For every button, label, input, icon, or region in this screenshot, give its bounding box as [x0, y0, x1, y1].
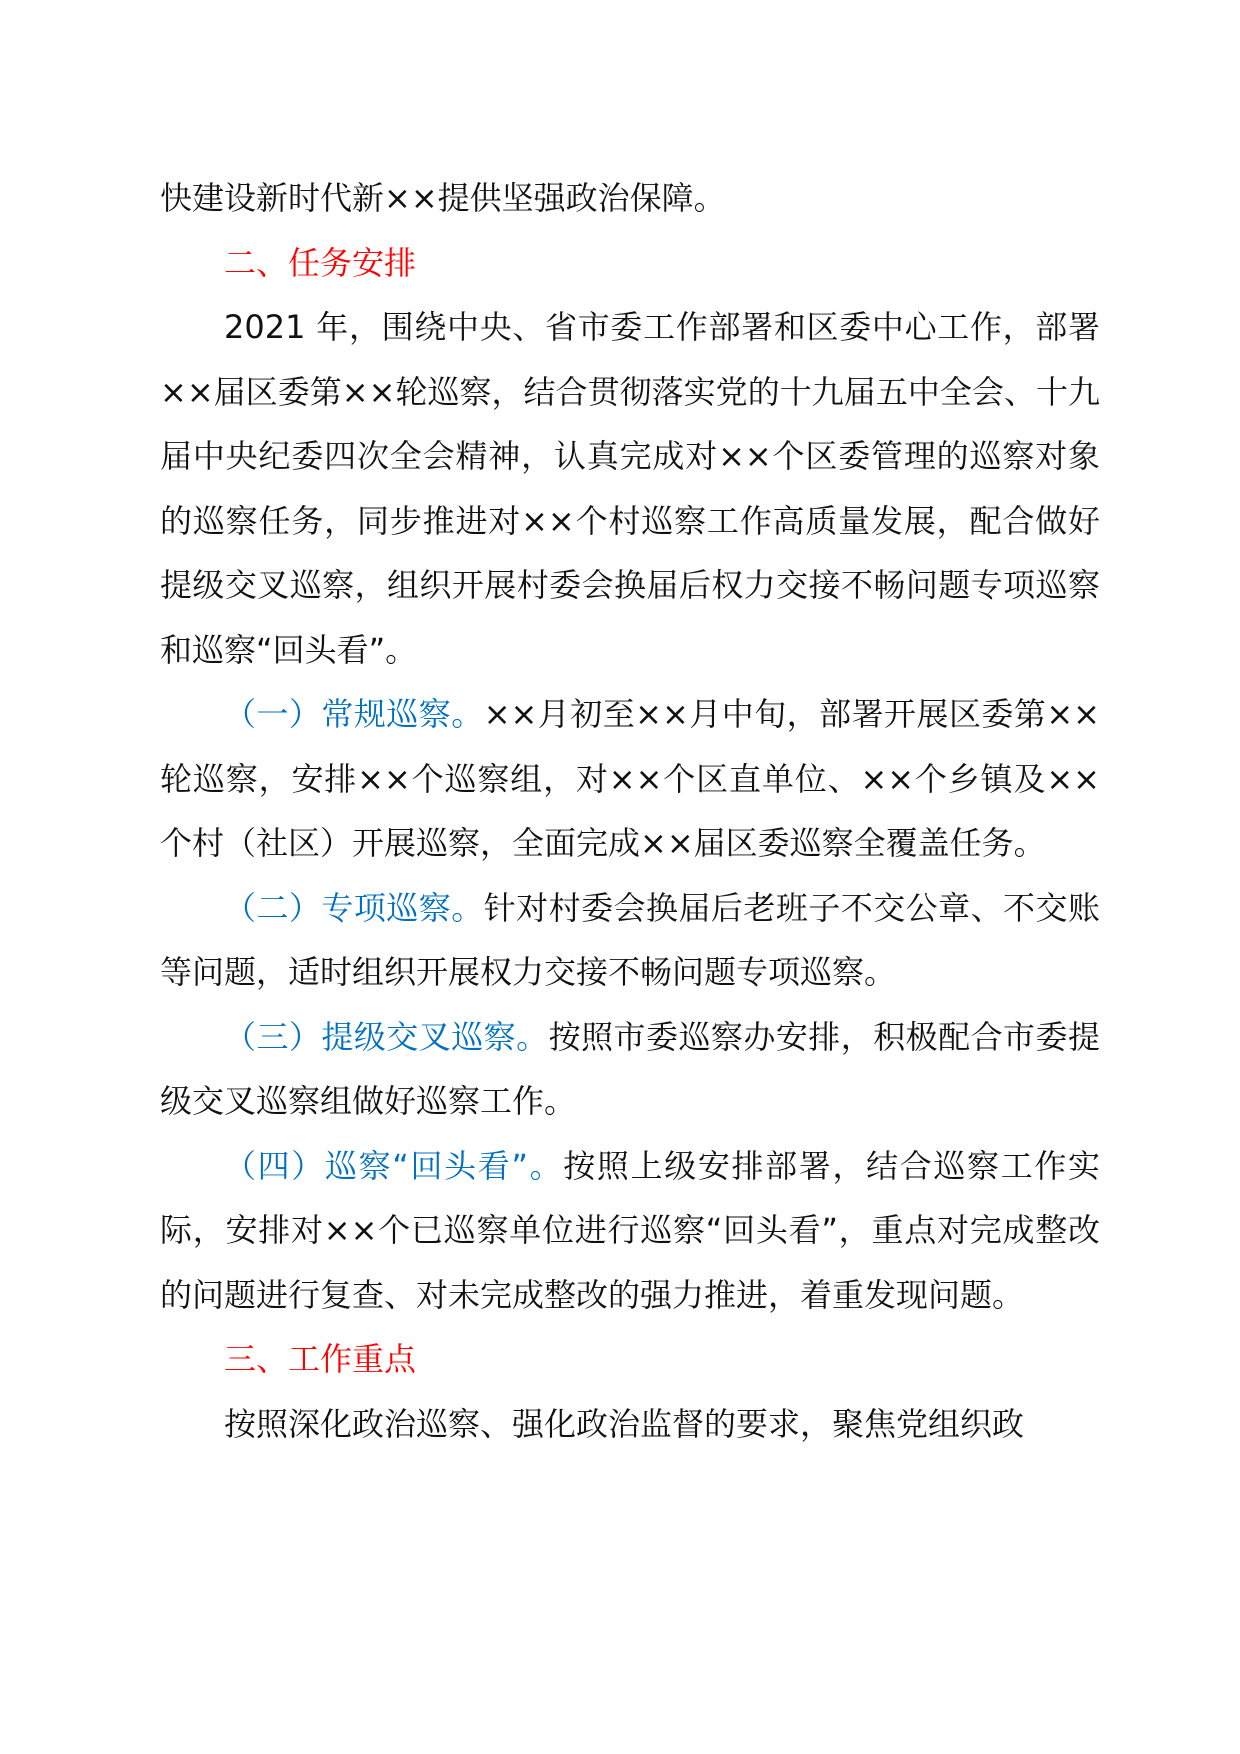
- paragraph-task-overview: 2021 年，围绕中央、省市委工作部署和区委中心工作，部署××届区委第××轮巡察，结合贯彻落实党的十九届五中全会、十九届中央纪委四次全会精神，认真完成对××个区委管理的巡察对象的巡察任务，同步推进对××个村巡察工作高质量发展，配合做好提级交叉巡察，组织开展村委会换届后权力交接不畅问题专项巡察和巡察“回头看”。: [160, 308, 1100, 669]
- item-text: 按照市委巡察办安排，积极配合市委提级交叉巡察组做好巡察工作。: [160, 1017, 1100, 1120]
- section-heading-task-arrangement: 二、任务安排: [224, 243, 417, 282]
- item-text: ××月初至××月中旬，部署开展区委第××轮巡察，安排××个巡察组，对××个区直单位、××个乡镇及××个村（社区）开展巡察，全面完成××届区委巡察全覆盖任务。: [160, 695, 1100, 862]
- paragraph-item-regular-inspection: [160, 682, 1100, 876]
- paragraph-item-look-back: [160, 1134, 1100, 1328]
- item-title: （四）巡察“回头看”。: [224, 1146, 564, 1185]
- item-title: （三）提级交叉巡察。: [224, 1017, 549, 1056]
- item-text: 针对村委会换届后老班子不交公章、不交账等问题，适时组织开展权力交接不畅问题专项巡察。: [160, 888, 1100, 991]
- item-text: 按照上级安排部署，结合巡察工作实际，安排对××个已巡察单位进行巡察“回头看”，重点对完成整改的问题进行复查、对未完成整改的强力推进，着重发现问题。: [160, 1146, 1100, 1314]
- section-heading-work-focus: 三、工作重点: [224, 1340, 417, 1378]
- item-title: （一）常规巡察。: [224, 695, 484, 733]
- paragraph-item-special-inspection: [160, 876, 1100, 1005]
- document-body: [160, 166, 1100, 1456]
- paragraph-item-cross-inspection: [160, 1005, 1100, 1134]
- paragraph-continuation: 快建设新时代新××提供坚强政治保障。: [160, 179, 726, 217]
- paragraph-work-focus: 按照深化政治巡察、强化政治监督的要求，聚焦党组织政: [224, 1404, 1025, 1443]
- item-title: （二）专项巡察。: [224, 888, 484, 927]
